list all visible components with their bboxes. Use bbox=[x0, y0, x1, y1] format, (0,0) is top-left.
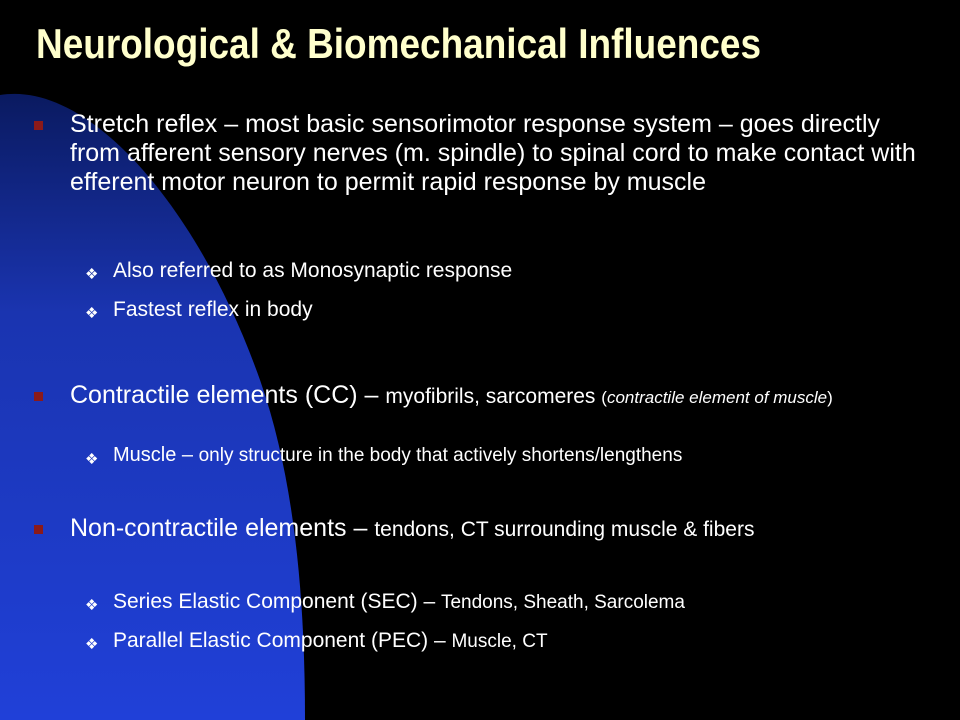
bullet-stretch-reflex bbox=[70, 110, 932, 197]
sub-bullet-text-small: Muscle, CT bbox=[451, 631, 548, 652]
bullet-text-italic: contractile element of muscle bbox=[606, 388, 828, 407]
diamond-bullet-icon: ❖ bbox=[85, 305, 99, 322]
sub-bullet-text-small: Tendons, Sheath, Sarcolema bbox=[440, 592, 685, 613]
paren-open: ( bbox=[601, 388, 607, 407]
diamond-bullet-icon: ❖ bbox=[85, 266, 99, 283]
square-bullet-icon bbox=[34, 121, 43, 130]
slide-title: Neurological & Biomechanical Influences bbox=[36, 20, 762, 67]
sub-bullet-sec bbox=[85, 589, 933, 615]
sub-bullet-fastest-reflex bbox=[85, 297, 933, 322]
bullet-text-main: Contractile elements (CC) – bbox=[70, 381, 386, 409]
bullet-text-small: tendons, CT surrounding muscle & fibers bbox=[374, 518, 755, 541]
sub-bullet-text: Fastest reflex in body bbox=[113, 298, 313, 321]
square-bullet-icon bbox=[34, 392, 43, 401]
bullet-text-main: Non-contractile elements – bbox=[70, 514, 375, 542]
bullet-text-small: myofibrils, sarcomeres bbox=[385, 385, 602, 408]
square-bullet-icon bbox=[34, 525, 43, 534]
diamond-bullet-icon: ❖ bbox=[85, 451, 99, 468]
sub-bullet-pec bbox=[85, 628, 933, 654]
paren-close: ) bbox=[827, 388, 833, 407]
sub-bullet-monosynaptic bbox=[85, 258, 933, 283]
diamond-bullet-icon: ❖ bbox=[85, 636, 99, 653]
sub-bullet-text-main: Parallel Elastic Component (PEC) – bbox=[113, 629, 452, 652]
sub-bullet-text-main: Series Elastic Component (SEC) – bbox=[113, 590, 441, 613]
sub-bullet-text-small: only structure in the body that actively shortens/lengthens bbox=[198, 445, 683, 466]
bullet-non-contractile-elements bbox=[70, 514, 932, 544]
diamond-bullet-icon: ❖ bbox=[85, 597, 99, 614]
bullet-text: Stretch reflex – most basic sensorimotor response system – goes directly from afferent sensory nerves (m. spindle) to spinal cord to make contact with efferent motor neuron to permit rapid response by muscle bbox=[70, 110, 916, 196]
sub-bullet-text: Also referred to as Monosynaptic response bbox=[113, 259, 513, 282]
sub-bullet-muscle bbox=[85, 443, 933, 468]
sub-bullet-text-main: Muscle – bbox=[113, 444, 199, 466]
bullet-contractile-elements bbox=[70, 381, 932, 412]
